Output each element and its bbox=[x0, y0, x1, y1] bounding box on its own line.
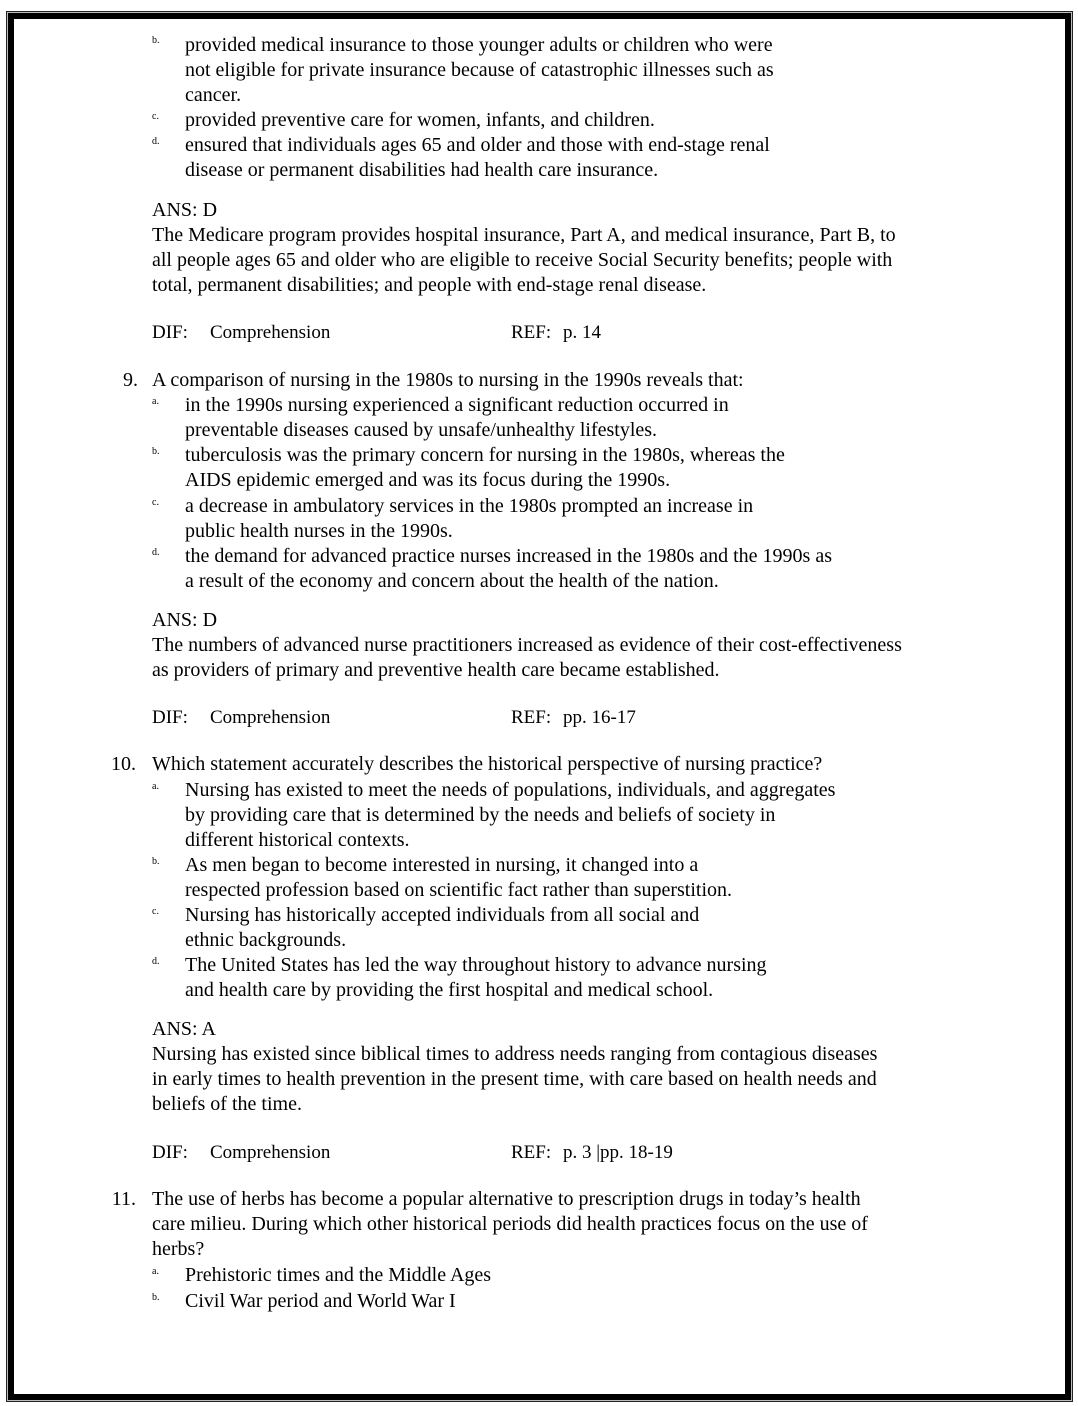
question-number: 10. bbox=[111, 753, 136, 775]
option-a-line-1: in the 1990s nursing experienced a significant reduction occurred in bbox=[185, 394, 729, 416]
option-c-line-1: a decrease in ambulatory services in the 1980s prompted an increase in bbox=[185, 495, 754, 517]
option-d-line-1: The United States has led the way throughout history to advance nursing bbox=[185, 954, 767, 976]
question-stem-line-2: care milieu. During which other historical periods did health practices focus on the use of bbox=[152, 1213, 868, 1235]
reference-value: pp. 16-17 bbox=[563, 707, 636, 728]
option-b-line-2: respected profession based on scientific fact rather than superstition. bbox=[185, 879, 733, 901]
question-number: 11. bbox=[111, 1188, 136, 1210]
question-stem: Which statement accurately describes the historical perspective of nursing practice? bbox=[152, 753, 823, 775]
reference-value: p. 14 bbox=[563, 322, 601, 343]
option-b-line-1: Civil War period and World War I bbox=[185, 1290, 456, 1312]
difficulty-value: Comprehension bbox=[210, 707, 331, 728]
option-a-line-3: different historical contexts. bbox=[185, 829, 410, 851]
option-d-line-2: disease or permanent disabilities had health care insurance. bbox=[185, 159, 659, 181]
option-letter: d. bbox=[152, 547, 160, 558]
option-c-line-1: Nursing has historically accepted individuals from all social and bbox=[185, 904, 700, 926]
option-c-line-2: public health nurses in the 1990s. bbox=[185, 520, 453, 542]
reference-label: REF: bbox=[511, 322, 552, 343]
difficulty-value: Comprehension bbox=[210, 322, 331, 343]
option-d-line-2: and health care by providing the first hospital and medical school. bbox=[185, 979, 714, 1001]
option-b-line-3: cancer. bbox=[185, 84, 242, 106]
difficulty-label: DIF: bbox=[152, 322, 188, 343]
option-letter: c. bbox=[152, 906, 159, 917]
difficulty-value: Comprehension bbox=[210, 1142, 331, 1163]
option-b-line-2: not eligible for private insurance because of catastrophic illnesses such as bbox=[185, 59, 774, 81]
question-stem-line-3: herbs? bbox=[152, 1238, 205, 1260]
reference-label: REF: bbox=[511, 707, 552, 728]
answer-key: ANS: D bbox=[152, 609, 218, 631]
option-a-line-1: Nursing has existed to meet the needs of populations, individuals, and aggregates bbox=[185, 779, 836, 801]
rationale-line-3: beliefs of the time. bbox=[152, 1093, 302, 1115]
option-letter: c. bbox=[152, 497, 159, 508]
option-letter: c. bbox=[152, 111, 159, 122]
option-letter: b. bbox=[152, 1292, 160, 1303]
option-a-line-2: by providing care that is determined by the needs and beliefs of society in bbox=[185, 804, 776, 826]
option-c-line-1: provided preventive care for women, infants, and children. bbox=[185, 109, 655, 131]
option-a-line-2: preventable diseases caused by unsafe/unhealthy lifestyles. bbox=[185, 419, 658, 441]
option-letter: d. bbox=[152, 136, 160, 147]
rationale-line-1: The Medicare program provides hospital insurance, Part A, and medical insurance, Part B, to bbox=[152, 224, 896, 246]
rationale-line-2: in early times to health prevention in the present time, with care based on health needs and bbox=[152, 1068, 877, 1090]
option-b-line-2: AIDS epidemic emerged and was its focus during the 1990s. bbox=[185, 469, 671, 491]
rationale-line-1: The numbers of advanced nurse practitioners increased as evidence of their cost-effectiveness bbox=[152, 634, 902, 656]
option-c-line-2: ethnic backgrounds. bbox=[185, 929, 347, 951]
rationale-line-2: all people ages 65 and older who are eligible to receive Social Security benefits; people with bbox=[152, 249, 893, 271]
option-d-line-2: a result of the economy and concern about the health of the nation. bbox=[185, 570, 719, 592]
option-letter: a. bbox=[152, 1266, 159, 1277]
rationale-line-3: total, permanent disabilities; and people with end-stage renal disease. bbox=[152, 274, 707, 296]
option-a-line-1: Prehistoric times and the Middle Ages bbox=[185, 1264, 492, 1286]
option-b-line-1: provided medical insurance to those younger adults or children who were bbox=[185, 34, 773, 56]
option-letter: b. bbox=[152, 856, 160, 867]
reference-label: REF: bbox=[511, 1142, 552, 1163]
option-letter: a. bbox=[152, 396, 159, 407]
option-b-line-1: As men began to become interested in nursing, it changed into a bbox=[185, 854, 699, 876]
option-letter: a. bbox=[152, 781, 159, 792]
difficulty-label: DIF: bbox=[152, 707, 188, 728]
question-stem-line-1: The use of herbs has become a popular alternative to prescription drugs in today’s health bbox=[152, 1188, 861, 1210]
option-b-line-1: tuberculosis was the primary concern for nursing in the 1980s, whereas the bbox=[185, 444, 785, 466]
option-letter: d. bbox=[152, 956, 160, 967]
rationale-line-1: Nursing has existed since biblical times to address needs ranging from contagious diseases bbox=[152, 1043, 878, 1065]
answer-key: ANS: D bbox=[152, 199, 218, 221]
reference-value: p. 3 |pp. 18-19 bbox=[563, 1142, 673, 1163]
answer-key: ANS: A bbox=[152, 1018, 216, 1040]
option-letter: b. bbox=[152, 35, 160, 46]
question-stem: A comparison of nursing in the 1980s to nursing in the 1990s reveals that: bbox=[152, 369, 744, 391]
rationale-line-2: as providers of primary and preventive health care became established. bbox=[152, 659, 720, 681]
question-number: 9. bbox=[123, 369, 138, 391]
difficulty-label: DIF: bbox=[152, 1142, 188, 1163]
option-d-line-1: ensured that individuals ages 65 and older and those with end-stage renal bbox=[185, 134, 770, 156]
option-letter: b. bbox=[152, 446, 160, 457]
option-d-line-1: the demand for advanced practice nurses increased in the 1980s and the 1990s as bbox=[185, 545, 832, 567]
